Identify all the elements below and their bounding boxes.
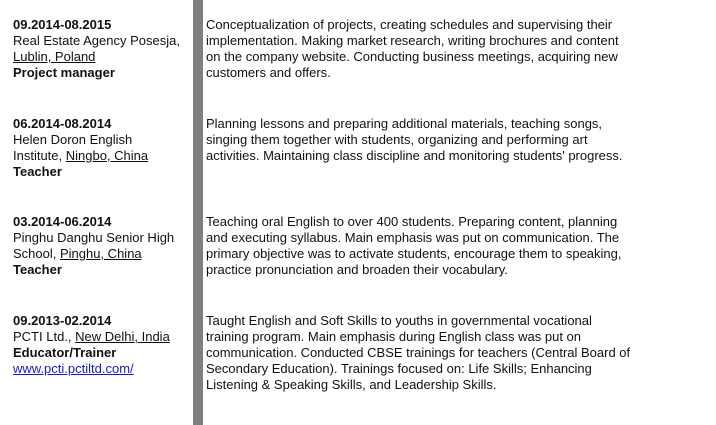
description-line: Listening & Speaking Skills, and Leadership Skills.: [206, 377, 497, 392]
entry-role: Teacher: [13, 164, 62, 179]
column-divider: [193, 0, 203, 425]
entry-description: [206, 116, 706, 164]
description-line: implementation. Making market research, writing brochures and content: [206, 33, 619, 48]
description-line: Teaching oral English to over 400 students. Preparing content, planning: [206, 214, 618, 229]
description-line: on the company website. Conducting business meetings, acquiring new: [206, 49, 618, 64]
entry-role: Educator/Trainer: [13, 345, 117, 360]
entry-organization: Pinghu Danghu Senior High: [13, 230, 175, 245]
entry-dates: 09.2013-02.2014: [13, 313, 112, 328]
entry-role: Project manager: [13, 65, 115, 80]
entry-meta: [13, 17, 191, 81]
entry-organization: Real Estate Agency Posesja,: [13, 33, 180, 48]
entry-organization-cont: School,: [13, 246, 60, 261]
entry-meta: [13, 313, 191, 377]
description-line: practice pronunciation and broaden their vocabulary.: [206, 262, 508, 277]
entry-organization: Helen Doron English: [13, 132, 133, 147]
entry-role: Teacher: [13, 262, 62, 277]
entry-dates: 06.2014-08.2014: [13, 116, 112, 131]
entry-organization: PCTI Ltd.,: [13, 329, 76, 344]
description-line: communication. Conducted CBSE trainings for teachers (Central Board of: [206, 345, 631, 360]
entry-description: [206, 214, 706, 278]
entry-location: Pinghu, China: [59, 246, 142, 261]
description-line: Planning lessons and preparing additional materials, teaching songs,: [206, 116, 603, 131]
entry-location: New Delhi, India: [75, 329, 170, 344]
entry-description: [206, 313, 706, 393]
description-line: customers and offers.: [206, 65, 331, 80]
company-website-link[interactable]: www.pcti.pctiltd.com/: [13, 361, 134, 376]
description-line: activities. Maintaining class discipline and monitoring students' progress.: [206, 148, 623, 163]
description-line: Taught English and Soft Skills to youths in governmental vocational: [206, 313, 592, 328]
description-line: Conceptualization of projects, creating schedules and supervising their: [206, 17, 613, 32]
description-line: Secondary Education). Trainings focused on: Life Skills; Enhancing: [206, 361, 592, 376]
description-line: training program. Main emphasis during English class was put on: [206, 329, 582, 344]
entry-description: [206, 17, 706, 81]
description-line: primary objective was to activate students, encourage them to speaking,: [206, 246, 622, 261]
entry-dates: 09.2014-08.2015: [13, 17, 112, 32]
entry-dates: 03.2014-06.2014: [13, 214, 112, 229]
entry-meta: [13, 116, 191, 180]
description-line: and executing syllabus. Main emphasis was put on communication. The: [206, 230, 620, 245]
entry-location: Lublin, Poland: [13, 49, 96, 64]
entry-location: Ningbo, China: [65, 148, 149, 163]
description-line: singing them together with students, organizing and performing art: [206, 132, 588, 147]
entry-meta: [13, 214, 191, 278]
entry-organization-cont: Institute,: [13, 148, 66, 163]
